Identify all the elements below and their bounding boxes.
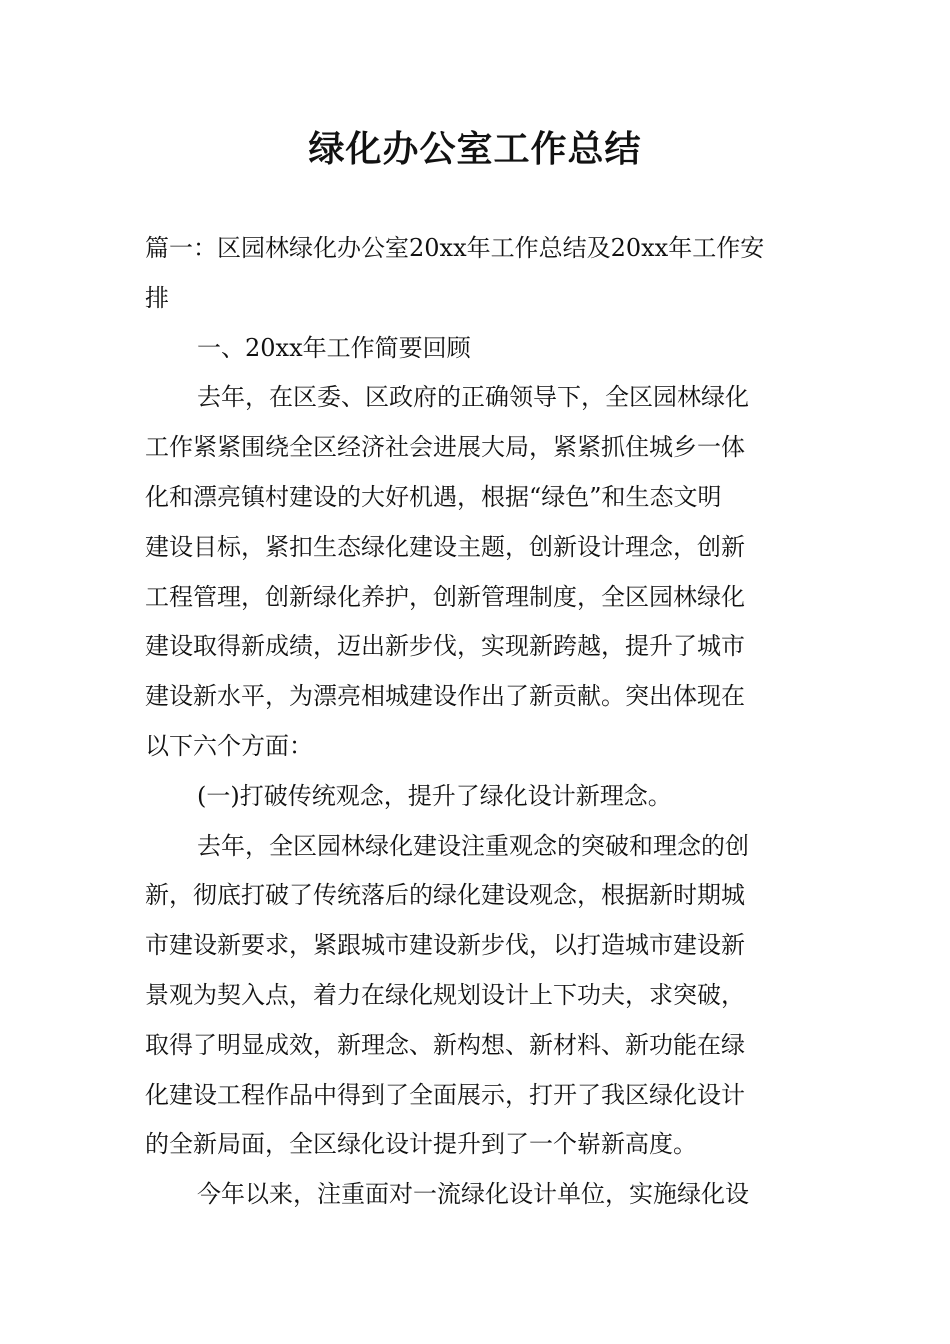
- paragraph-line: 工作紧紧围绕全区经济社会进展大局，紧紧抓住城乡一体: [145, 433, 745, 462]
- paragraph-line: 建设取得新成绩，迈出新步伐，实现新跨越，提升了城市: [145, 632, 745, 661]
- subsection-heading: 一、20xx年工作简要回顾: [197, 333, 471, 362]
- paragraph-line: 新，彻底打破了传统落后的绿化建设观念，根据新时期城: [145, 881, 745, 910]
- paragraph-line: 建设目标，紧扣生态绿化建设主题，创新设计理念，创新: [145, 532, 745, 561]
- paragraph-line: 去年，在区委、区政府的正确领导下，全区园林绿化: [197, 383, 749, 412]
- paragraph-line: 工程管理，创新绿化养护，创新管理制度，全区园林绿化: [145, 582, 745, 611]
- document-body: [145, 224, 807, 1220]
- paragraph-line: 市建设新要求，紧跟城市建设新步伐，以打造城市建设新: [145, 931, 745, 960]
- section-heading-line-1: 篇一：区园林绿化办公室20xx年工作总结及20xx年工作安: [145, 234, 765, 262]
- paragraph-line: 景观为契入点，着力在绿化规划设计上下功夫，求突破，: [145, 980, 745, 1009]
- paragraph-line: 今年以来，注重面对一流绿化设计单位，实施绿化设: [197, 1180, 749, 1209]
- paragraph-line: 建设新水平，为漂亮相城建设作出了新贡献。突出体现在: [145, 682, 745, 711]
- paragraph-line: 取得了明显成效，新理念、新构想、新材料、新功能在绿: [145, 1030, 745, 1059]
- subsection-heading: (一)打破传统观念，提升了绿化设计新理念。: [197, 781, 672, 810]
- paragraph-line: 化建设工程作品中得到了全面展示，打开了我区绿化设计: [145, 1080, 745, 1109]
- paragraph-line: 的全新局面，全区绿化设计提升到了一个崭新高度。: [145, 1130, 697, 1159]
- paragraph-line: 化和漂亮镇村建设的大好机遇，根据“绿色”和生态文明: [145, 482, 722, 511]
- section-heading-line-2: 排: [145, 283, 169, 312]
- page-title: 绿化办公室工作总结: [308, 129, 642, 170]
- paragraph-line: 以下六个方面：: [145, 731, 313, 760]
- paragraph-line: 去年，全区园林绿化建设注重观念的突破和理念的创: [197, 831, 749, 860]
